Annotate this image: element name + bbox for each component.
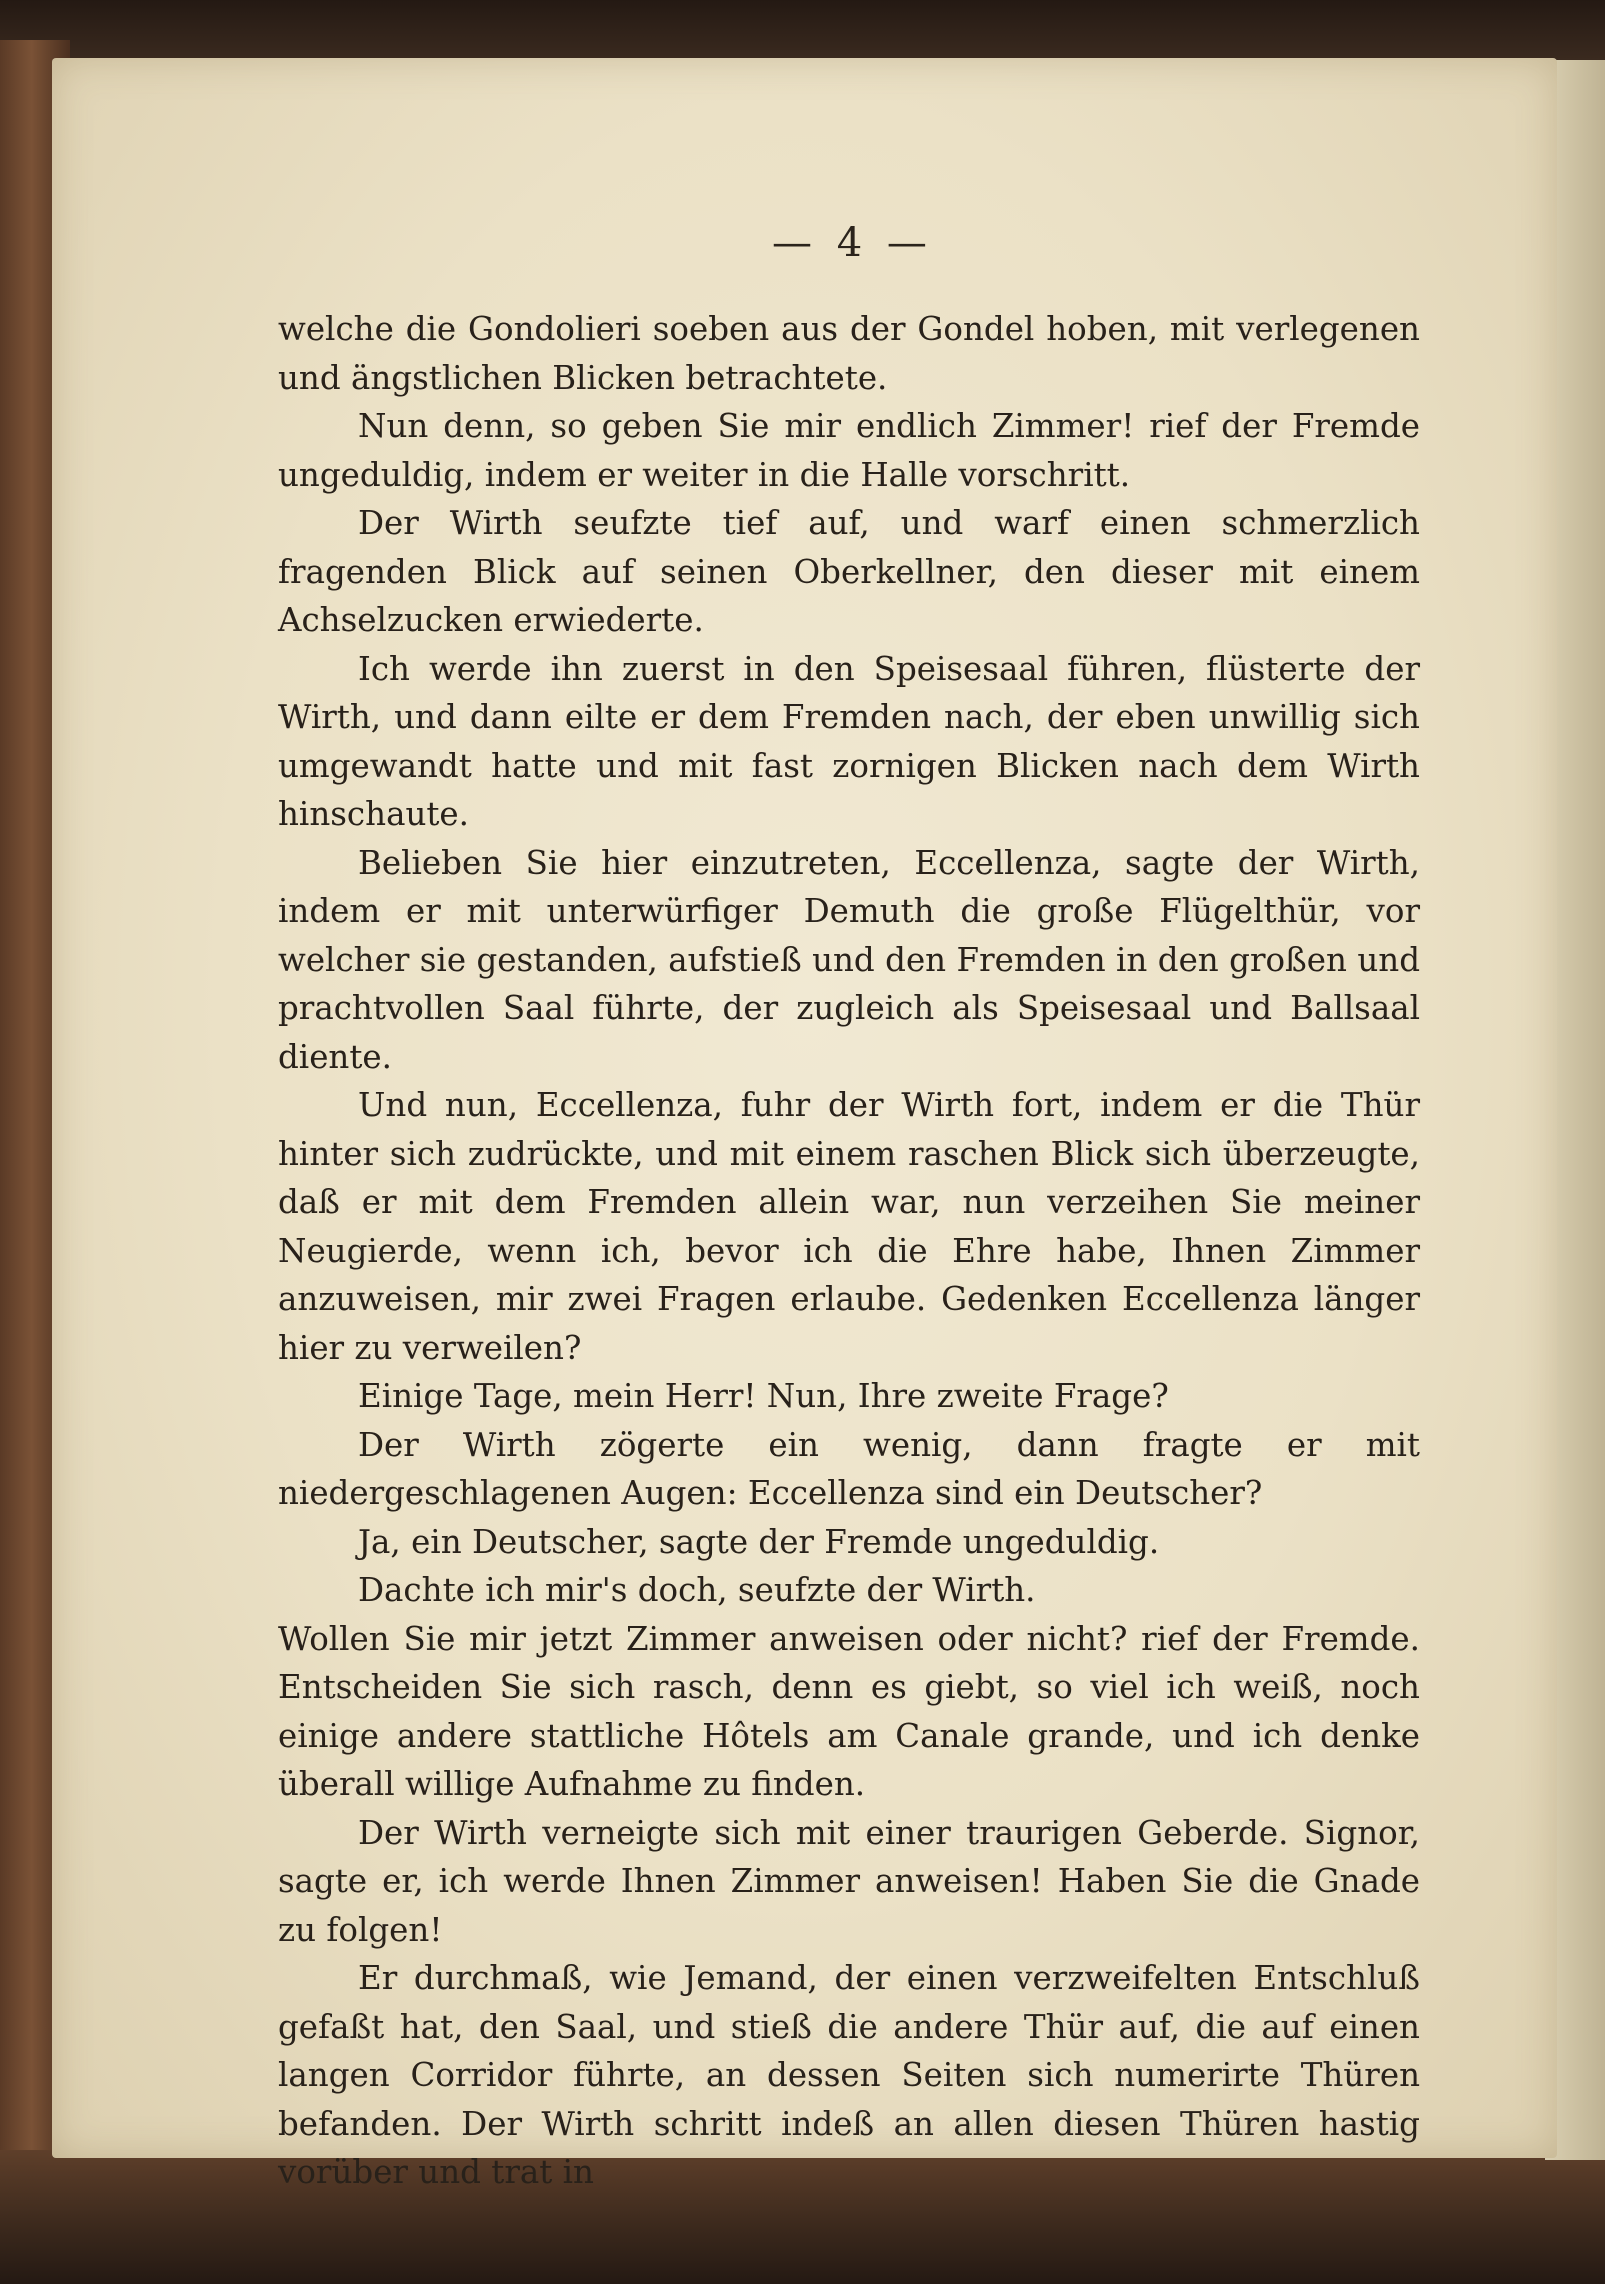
paragraph: Er durchmaß, wie Jemand, der einen verzweifelten Entschluß gefaßt hat, den Saal, und stieß die andere Thür auf, die auf einen langen Corridor führte, an dessen Seiten sich numerirte Thüren befanden. Der Wirth schritt indeß an allen diesen Thüren hastig vorüber und trat in [278, 1959, 1420, 2191]
paragraph: Einige Tage, mein Herr! Nun, Ihre zweite Frage? [358, 1377, 1169, 1415]
paragraph: Der Wirth seufzte tief auf, und warf einen schmerzlich fragenden Blick auf seinen Oberkellner, den dieser mit einem Achselzucken erwiederte. [278, 504, 1420, 639]
body-text [278, 305, 1420, 2197]
paragraph: Ich werde ihn zuerst in den Speisesaal führen, flüsterte der Wirth, und dann eilte er dem Fremden nach, der eben unwillig sich umgewandt hatte und mit fast zornigen Blicken nach dem Wirth hinschaute. [278, 649, 1420, 833]
paragraph: Und nun, Eccellenza, fuhr der Wirth fort, indem er die Thür hinter sich zudrückte, und mit einem raschen Blick sich überzeugte, daß er mit dem Fremden allein war, nun verzeihen Sie meiner Neugierde, wenn ich, bevor ich die Ehre habe, Ihnen Zimmer anzuweisen, mir zwei Fragen erlaube. Gedenken Eccellenza länger hier zu verweilen? [278, 1086, 1420, 1367]
paragraph: Belieben Sie hier einzutreten, Eccellenza, sagte der Wirth, indem er mit unterwürfiger Demuth die große Flügelthür, vor welcher sie gestanden, aufstieß und den Fremden in den großen und prachtvollen Saal führte, der zugleich als Speisesaal und Ballsaal diente. [278, 843, 1420, 1076]
paragraph: Wollen Sie mir jetzt Zimmer anweisen oder nicht? rief der Fremde. Entscheiden Sie sich rasch, denn es giebt, so viel ich weiß, noch einige andere stattliche Hôtels am Canale grande, und ich denke überall willige Aufnahme zu finden. [278, 1619, 1420, 1803]
paragraph: welche die Gondolieri soeben aus der Gondel hoben, mit verlegenen und ängstlichen Blicken betrachtete. [278, 310, 1420, 397]
paragraph: Der Wirth verneigte sich mit einer traurigen Geberde. Signor, sagte er, ich werde Ihnen Zimmer anweisen! Haben Sie die Gnade zu folgen! [278, 1813, 1420, 1949]
paragraph: Ja, ein Deutscher, sagte der Fremde ungeduldig. [358, 1522, 1160, 1561]
page-number: — 4 — [772, 220, 933, 266]
book-cover-top [0, 0, 1605, 60]
paragraph: Der Wirth zögerte ein wenig, dann fragte er mit niedergeschlagenen Augen: Eccellenza sind ein Deutscher? [278, 1425, 1420, 1512]
paragraph: Nun denn, so geben Sie mir endlich Zimmer! rief der Fremde ungeduldig, indem er weiter in die Halle vorschritt. [278, 407, 1420, 494]
paragraph: Dachte ich mir's doch, seufzte der Wirth. [358, 1571, 1036, 1609]
